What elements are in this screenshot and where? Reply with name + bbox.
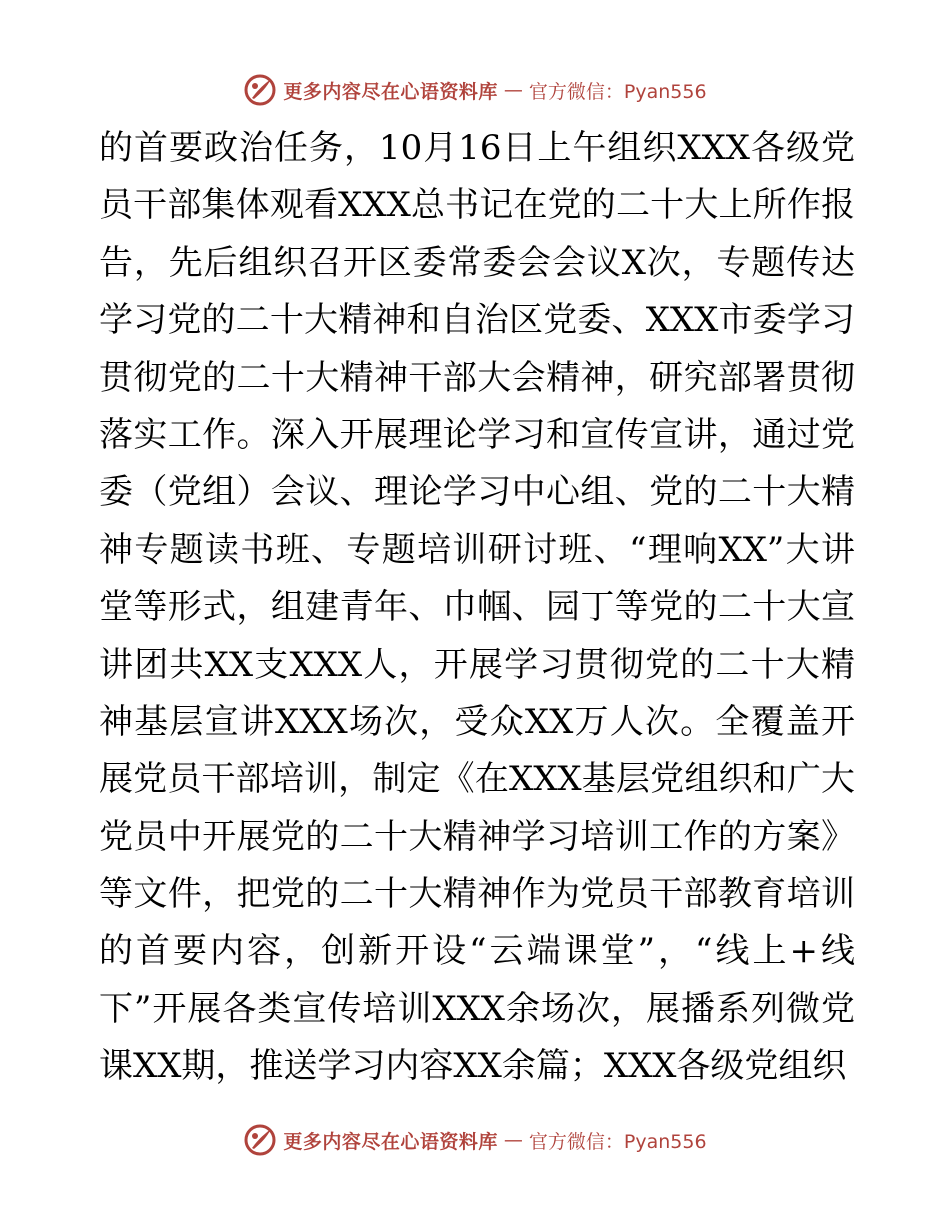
body-line: 落实工作。深入开展理论学习和宣传宣讲，通过党 <box>99 414 855 455</box>
body-line: 的首要内容，创新开设“云端课堂”，“线上+线 <box>99 931 855 972</box>
seal-feather-icon <box>243 73 277 107</box>
body-line: 堂等形式，组建青年、巾帼、园丁等党的二十大宣 <box>99 587 855 628</box>
document-body <box>99 120 855 1096</box>
body-line: 学习党的二十大精神和自治区党委、XXX市委学习 <box>99 300 855 341</box>
seal-feather-icon <box>243 1123 277 1157</box>
body-line: 讲团共XX支XXX人，开展学习贯彻党的二十大精 <box>99 644 855 685</box>
body-line: 等文件，把党的二十大精神作为党员干部教育培训 <box>99 874 855 915</box>
header-banner <box>0 70 950 110</box>
body-line: 展党员干部培训，制定《在XXX基层党组织和广大 <box>99 759 855 800</box>
body-line: 下”开展各类宣传培训XXX余场次，展播系列微党 <box>99 988 855 1029</box>
body-line: 员干部集体观看XXX总书记在党的二十大上所作报 <box>99 185 855 226</box>
footer-banner-separator: — <box>503 1129 523 1151</box>
header-banner-separator: — <box>503 79 523 101</box>
body-line: 告，先后组织召开区委常委会会议X次，专题传达 <box>99 242 855 283</box>
body-line: 贯彻党的二十大精神干部大会精神，研究部署贯彻 <box>99 357 855 398</box>
footer-banner-contact: 官方微信：Pyan556 <box>528 1130 707 1153</box>
footer-banner <box>0 1120 950 1160</box>
body-line: 课XX期，推送学习内容XX余篇；XXX各级党组织 <box>99 1046 847 1087</box>
body-line: 委（党组）会议、理论学习中心组、党的二十大精 <box>99 472 855 513</box>
header-banner-contact: 官方微信：Pyan556 <box>528 80 707 103</box>
body-line: 党员中开展党的二十大精神学习培训工作的方案》 <box>99 816 855 857</box>
header-banner-text: 更多内容尽在心语资料库 <box>283 80 498 103</box>
body-line: 神基层宣讲XXX场次，受众XX万人次。全覆盖开 <box>99 701 855 742</box>
footer-banner-text: 更多内容尽在心语资料库 <box>283 1130 498 1153</box>
body-line: 的首要政治任务，10月16日上午组织XXX各级党 <box>99 128 855 168</box>
body-line: 神专题读书班、专题培训研讨班、“理响XX”大讲 <box>99 529 855 570</box>
